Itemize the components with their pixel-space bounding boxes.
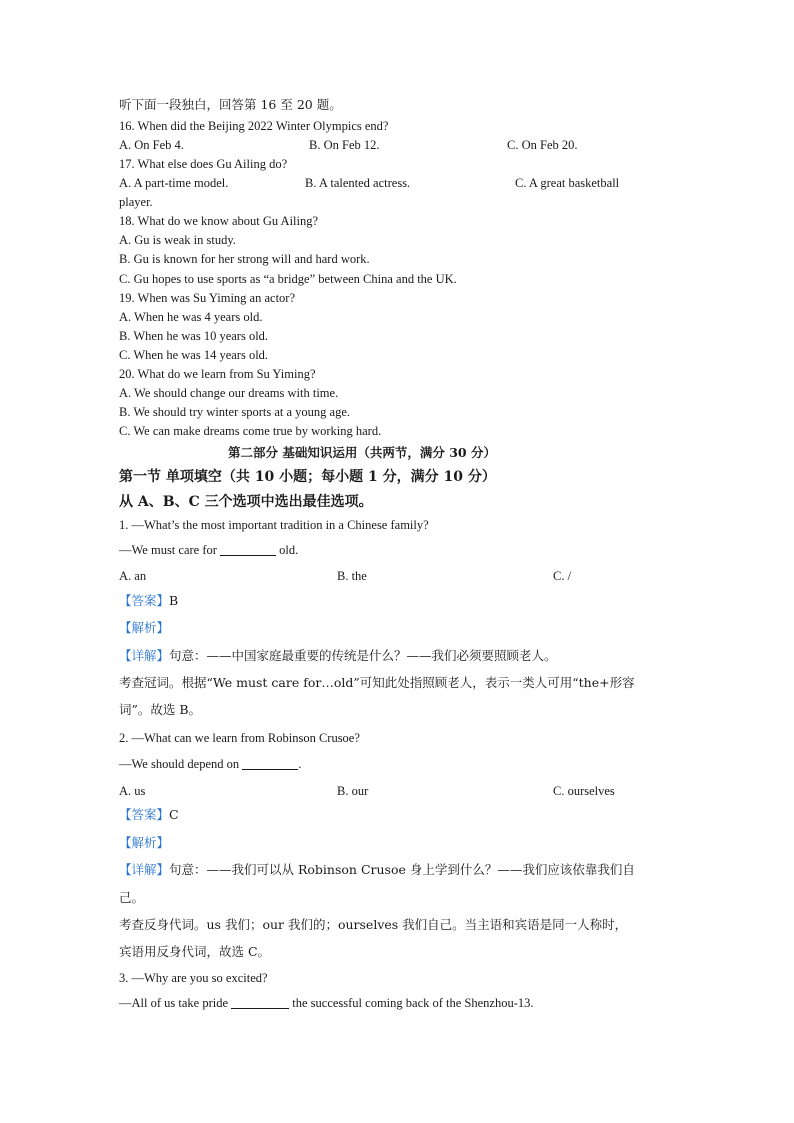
q17-option-c: C. A great basketball xyxy=(515,176,620,190)
q19-option-a: A. When he was 4 years old. xyxy=(119,310,263,324)
item1-response: —We must care for old. xyxy=(119,543,299,557)
q20-stem: 20. What do we learn from Su Yiming? xyxy=(119,367,316,381)
item1-option-a: A. an xyxy=(119,569,147,583)
section1-title: 第一节 单项填空（共 10 小题；每小题 1 分，满分 10 分） xyxy=(119,469,496,485)
item2-answer: 【答案】C xyxy=(119,807,179,822)
item1-detail-1: 【详解】句意：——中国家庭最重要的传统是什么？——我们必须要照顾老人。 xyxy=(119,648,557,663)
item2-question: 2. —What can we learn from Robinson Crusoe? xyxy=(119,731,360,745)
q16-option-b: B. On Feb 12. xyxy=(309,138,380,152)
q17-stem: 17. What else does Gu Ailing do? xyxy=(119,157,288,171)
q19-option-b: B. When he was 10 years old. xyxy=(119,329,269,343)
q19-stem: 19. When was Su Yiming an actor? xyxy=(119,291,296,305)
q20-option-a: A. We should change our dreams with time. xyxy=(119,386,339,400)
item2-analysis-tag: 【解析】 xyxy=(119,835,170,850)
q18-option-a: A. Gu is weak in study. xyxy=(119,233,236,247)
item1-detail-2: 考查冠词。根据“We must care for…old”可知此处指照顾老人，表示一类人可用“the+形容 xyxy=(119,675,635,690)
answer-blank xyxy=(242,757,298,770)
q18-option-c: C. Gu hopes to use sports as “a bridge” between China and the UK. xyxy=(119,272,457,286)
listening-intro: 听下面一段独白，回答第 16 至 20 题。 xyxy=(119,97,342,112)
q20-option-c: C. We can make dreams come true by working hard. xyxy=(119,424,382,438)
item2-detail-3: 考查反身代词。us 我们；our 我们的；ourselves 我们自己。当主语和宾语是同一人称时， xyxy=(119,917,628,932)
q19-option-c: C. When he was 14 years old. xyxy=(119,348,269,362)
item2-option-b: B. our xyxy=(337,784,369,798)
q20-option-b: B. We should try winter sports at a young age. xyxy=(119,405,351,419)
item1-analysis-tag: 【解析】 xyxy=(119,620,170,635)
detail-tag: 【详解】 xyxy=(119,862,170,877)
item1-detail-3: 词”。故选 B。 xyxy=(119,702,202,717)
item2-detail-1: 【详解】句意：——我们可以从 Robinson Crusoe 身上学到什么？——我们应该依靠我们自 xyxy=(119,862,635,877)
q18-stem: 18. What do we know about Gu Ailing? xyxy=(119,214,319,228)
section1-instruction: 从 A、B、C 三个选项中选出最佳选项。 xyxy=(119,494,373,510)
q16-option-a: A. On Feb 4. xyxy=(119,138,184,152)
item1-option-b: B. the xyxy=(337,569,367,583)
item1-question: 1. —What’s the most important tradition in a Chinese family? xyxy=(119,518,429,532)
answer-blank xyxy=(231,996,289,1009)
item2-option-a: A. us xyxy=(119,784,146,798)
item2-detail-2: 己。 xyxy=(119,890,145,905)
item1-answer: 【答案】B xyxy=(119,593,179,608)
q18-option-b: B. Gu is known for her strong will and hard work. xyxy=(119,252,370,266)
q17-option-b: B. A talented actress. xyxy=(305,176,411,190)
part2-title: 第二部分 基础知识运用（共两节，满分 30 分） xyxy=(228,445,496,460)
answer-tag: 【答案】 xyxy=(119,807,170,822)
item3-question: 3. —Why are you so excited? xyxy=(119,971,268,985)
answer-blank xyxy=(220,543,276,556)
q17-option-c-continued: player. xyxy=(119,195,153,209)
item2-option-c: C. ourselves xyxy=(553,784,615,798)
item2-response: —We should depend on . xyxy=(119,757,302,771)
q17-option-a: A. A part-time model. xyxy=(119,176,229,190)
q16-option-c: C. On Feb 20. xyxy=(507,138,578,152)
item2-detail-4: 宾语用反身代词，故选 C。 xyxy=(119,944,271,959)
answer-tag: 【答案】 xyxy=(119,593,170,608)
detail-tag: 【详解】 xyxy=(119,648,170,663)
item3-response: —All of us take pride the successful coming back of the Shenzhou-13. xyxy=(119,996,534,1010)
item1-option-c: C. / xyxy=(553,569,572,583)
q16-stem: 16. When did the Beijing 2022 Winter Olympics end? xyxy=(119,119,389,133)
